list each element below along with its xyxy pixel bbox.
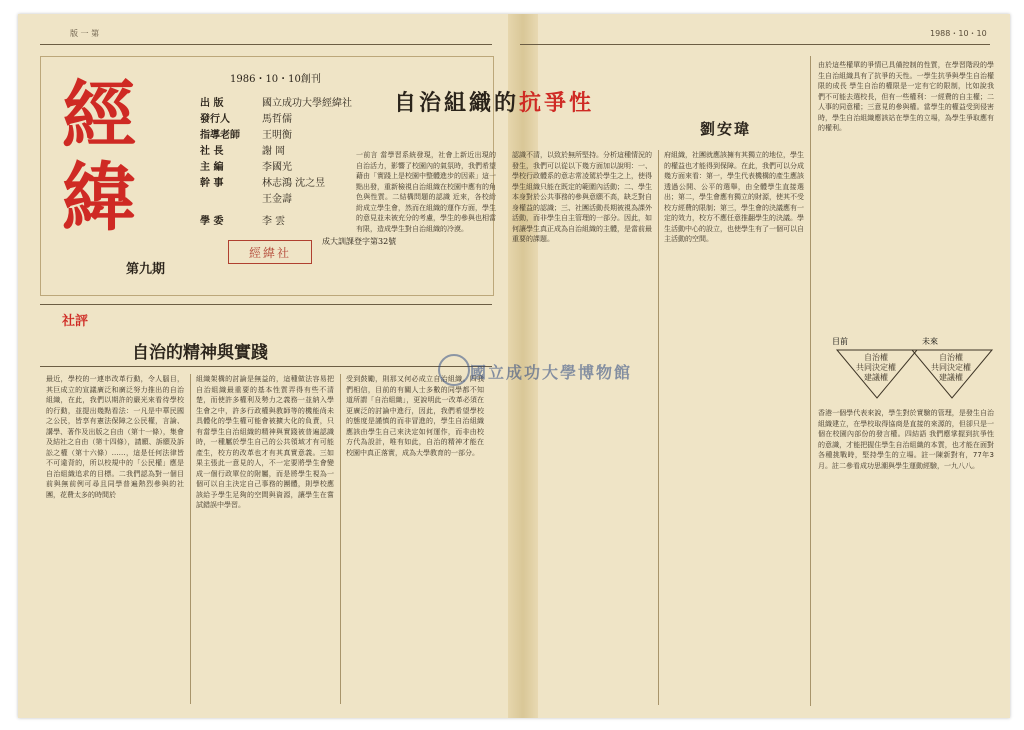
page-number-label: 版 一 第 <box>70 29 100 38</box>
article-column: 認識不清，以致於無所堅持。分析這種情況的發生，我們可以從以下幾方面加以說明：一、學校行政體系的意志常凌駕於學生之上，使得學生組織只能在既定的範圍內活動；二、學生本身對於公共事務的參與意願不高，缺乏對自身權益的認識；三、社團活動長期被視為課外活動，而非學生自主管理的一部分。因此，如何讓學生真正成為自治組織的主體，是當前最重要的課題。 <box>512 151 652 243</box>
publisher-seal: 經緯社 <box>228 240 312 264</box>
museum-watermark: 國立成功大學博物館 <box>470 363 633 382</box>
staff-row: 幹 事 林志鴻 沈之昱 <box>200 178 326 189</box>
column-divider <box>810 56 811 706</box>
article-title <box>394 86 594 117</box>
header-rule-left <box>40 44 492 45</box>
diagram-right-line: 建議權 <box>939 373 963 382</box>
article-title-main: 自治組織的 <box>394 90 520 116</box>
article-column: 由於這些權單的爭情已具備控制的性質，在學習階段的學生自治組織具有了抗爭的天性。一學生抗爭與學生自治權限的成長 學生自治的權限是一定有它的限制，比如說我們不可能去選校長，但有一些權利：一經費的自主權；二人事的同意權；三意見的參與權。當學生的權益受到侵害時，學生自治組織應該站在學生的立場，為學生爭取應有的權利。 <box>818 61 994 132</box>
rights-diagram <box>822 336 1000 402</box>
column-divider <box>190 374 191 704</box>
diagram-right-line: 自治權 <box>939 353 963 362</box>
editorial-tag: 社評 <box>62 314 89 329</box>
staff-row: 學 委 李 雲 <box>200 216 286 227</box>
header-rule-right <box>520 44 990 45</box>
diagram-right-line: 共同決定權 <box>931 363 971 372</box>
brand-logo-bottom: 緯 <box>62 155 136 241</box>
brand-logo-top: 經 <box>62 73 132 159</box>
article-column: 一前言 當學習系統發現，社會上新近出現的自治活力，影響了校園內的氣氛時，我們希望藉由「實踐上是校園中整體進步的因素」這一點出發，重新檢視自治組織在校園中應有的角色與性質。二結構問題的認識 近來，各校紛紛成立學生會，然而在組織的運作方面，學生的意見並未被充分的考慮，學生的參與也相當有限，造成學生對自治組織的冷漠。 <box>356 151 496 233</box>
registration-number: 成大訓課登字第32號 <box>322 237 397 246</box>
article-column: 香港一個學代表來說，學生對於實驗的管理，是發生自治組織建立，在學校取得協商是直接的來源的，但卻只是一個在校園內部份的發言權。四結語 我們應掌握到抗爭性的意識，才能把握住學生自治組織的本質，也才能在面對各種挑戰時，堅持學生的立場。註一陳新對有，77年3月。註二參看成功思潮與學生運動經驗，一九八八。 <box>818 409 994 470</box>
date-label: 1988・10・10 <box>930 29 987 38</box>
diagram-left-line: 共同決定權 <box>856 363 896 372</box>
staff-row: 發行人 馬哲儒 <box>200 114 292 125</box>
staff-row: 指導老師 王明衡 <box>200 130 292 141</box>
article-author: 劉安瑋 <box>700 120 752 138</box>
diagram-left-line: 自治權 <box>864 353 888 362</box>
staff-row: 主 編 李國光 <box>200 162 292 173</box>
diagram-label-future: 未來 <box>922 337 938 346</box>
editorial-title: 自治的精神與實踐 <box>132 343 268 363</box>
article-column: 府組織，社團就應該擁有其獨立的地位，學生的權益也才能得到保障。在此，我們可以分成幾方面來看：第一，學生代表機構的產生應該透過公開、公平的選舉，由全體學生直接選出；第二，學生會應有獨立的財源，使其不受校方經費的限制；第三，學生會的決議應有一定的效力，校方不應任意推翻學生的決議。學生活動中心的設立，也使學生有了一個可以自主活動的空間。 <box>664 151 804 243</box>
diagram-label-current: 目前 <box>832 337 848 346</box>
staff-row: 社 長 謝 岡 <box>200 146 286 157</box>
editorial-column: 受到鼓勵，則那又何必成立自治組織。四我們相信，目前的有關人士多數的同學都不知道所謂「自治組織」，更說明此一改革必須在更廣泛的討論中進行，因此，我們希望學校的態度是謹慎的而非冒進的，學生自治組織應該由學生自己來決定如何運作，而非由校方代為設計，唯有如此，自治的精神才能在校園中真正落實，成為大學教育的一部分。 <box>346 375 484 457</box>
founded-date: 1986・10・10創刊 <box>230 74 321 85</box>
editorial-column: 組織架構的討論是無益的，這種做法容易把自治組織最重要的基本性質弄得有些不清楚，而使許多權利及勢力之義務一並納入學生會之中，許多行政權與教師等的機能尚未具體化的學生權可能會被擴大化的負責，只有當學生自治組織的精神與實踐被普遍認識時，一種屬於學生自己的公共領域才有可能產生，校方的改革也才有其真實意義。三如果主張此一意見的人，不一定要將學生會變成一個行政單位的附屬，而是將學生視為一個可以自主決定自己事務的團體，則學校應該給予學生足夠的空間與資源，讓學生在嘗試錯誤中學習。 <box>196 375 334 509</box>
staff-row: 出 版 國立成功大學經緯社 <box>200 98 352 109</box>
article-title-accent: 抗爭性 <box>519 90 595 116</box>
museum-watermark-icon <box>438 354 470 386</box>
issue-number: 第九期 <box>126 262 166 277</box>
editorial-column: 最近，學校的一連串改革行動，令人腦目，其巨成立的宣議廣泛和廣泛努力推出的自治組織，在此，我們以期許的嚴光來看待學校的行動，並提出幾點看法：一凡是中華民國之公民，皆享有憲法保障之公民權，言論、講學、著作及出版之自由（第十一條），集會及結社之自由（第十四條），請願、訴願及訴訟之權（第十六條）……，這是任何法律皆不可違背的，所以校規中的「公民權」應是自治組織追求的目標。二我們認為對一個目前與無前例可尋且同學普遍熱烈參與的社團，花費太多的時間於 <box>46 375 184 499</box>
staff-row: 王金壽 <box>262 194 292 205</box>
diagram-left-line: 建議權 <box>864 373 888 382</box>
column-divider <box>340 374 341 704</box>
column-divider <box>658 150 659 705</box>
